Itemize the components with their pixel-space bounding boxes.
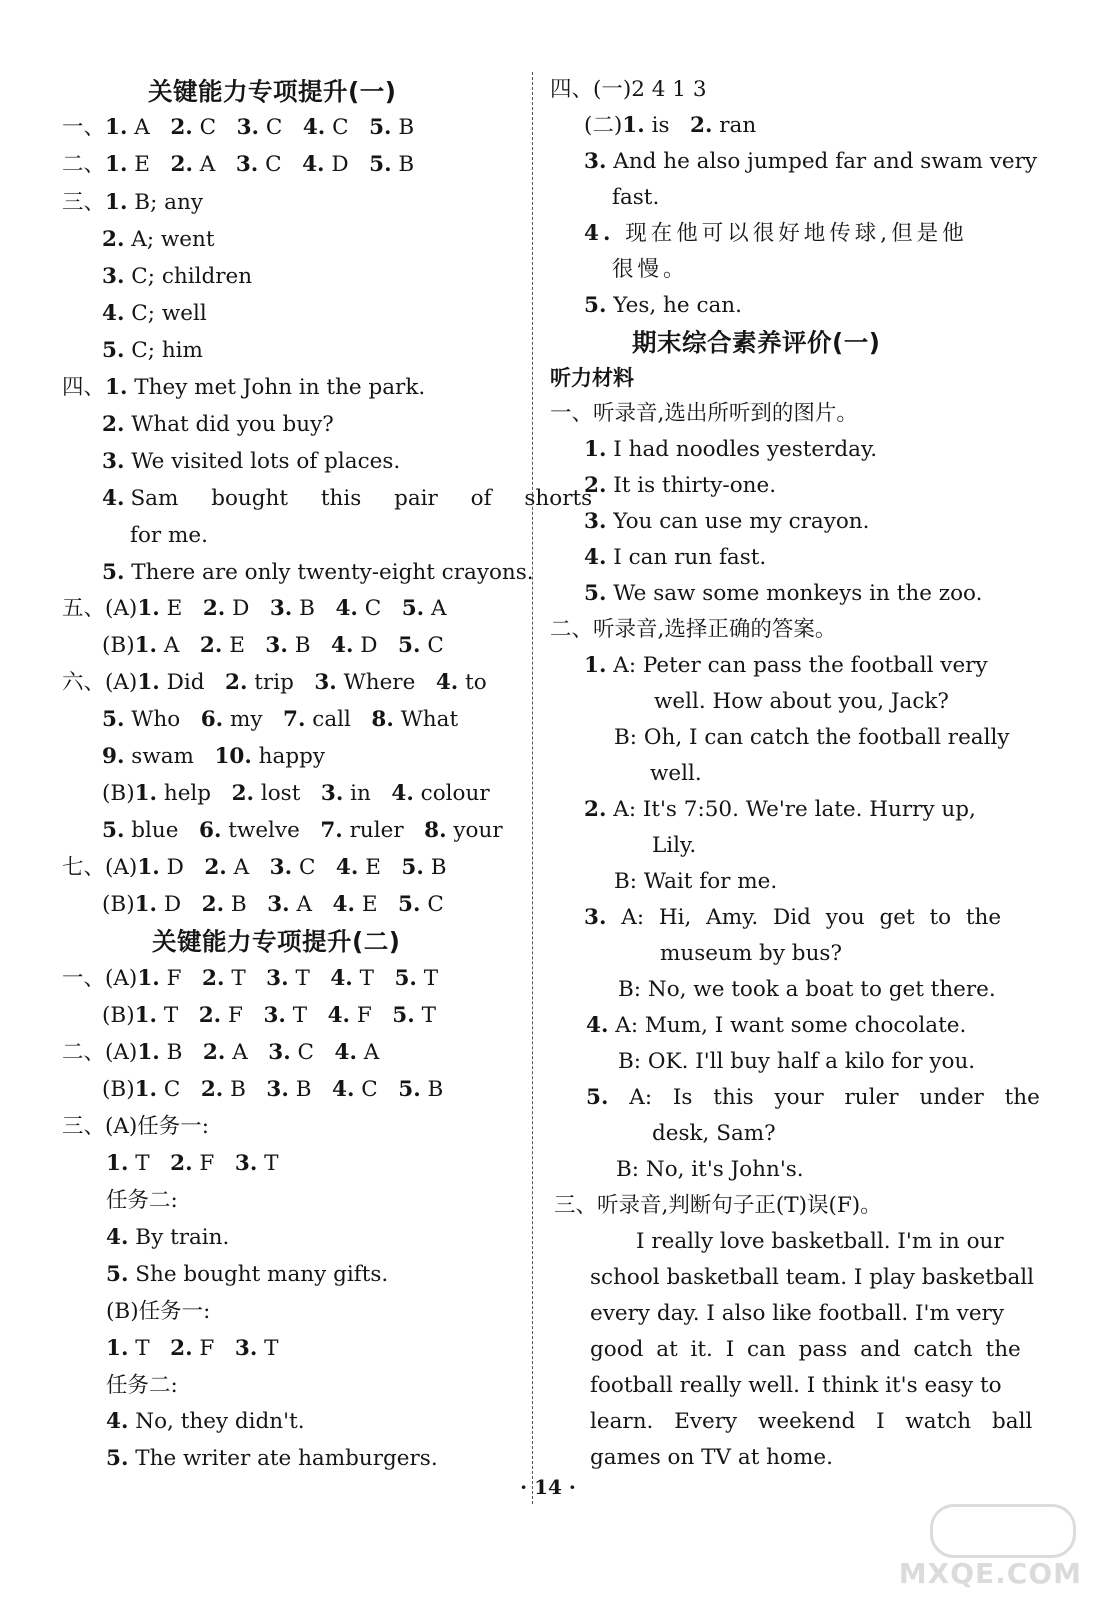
answer-line: 5. There are only twenty-eight crayons. — [102, 560, 534, 585]
question-title: 三、听录音,判断句子正(T)误(F)。 — [554, 1193, 882, 1218]
dialogue-line: B: Wait for me. — [614, 869, 778, 894]
answer-line: 七、(A)1. D 2. A 3. C 4. E 5. B — [62, 855, 447, 880]
answer-line: (二)1. is 2. ran — [584, 113, 757, 138]
answer-line: 5. Who 6. my 7. call 8. What — [102, 707, 459, 732]
dialogue-line: 2. A: It's 7:50. We're late. Hurry up, — [584, 797, 976, 822]
watermark-logo — [898, 1502, 1086, 1592]
dialogue-line: museum by bus? — [660, 941, 842, 966]
list-item: 3. You can use my crayon. — [584, 509, 870, 534]
answer-line: 很慢。 — [612, 257, 689, 282]
answer-line: 2. What did you buy? — [102, 412, 334, 437]
answer-line: for me. — [130, 523, 208, 548]
answer-line: 二、(A)1. B 2. A 3. C 4. A — [62, 1040, 380, 1065]
dialogue-line: B: No, we took a boat to get there. — [618, 977, 996, 1002]
section-heading-3: 期末综合素养评价(一) — [632, 328, 881, 357]
answer-line: 1. T 2. F 3. T — [106, 1336, 279, 1361]
answer-line: (B)1. D 2. B 3. A 4. E 5. C — [102, 892, 444, 917]
answer-line: (B)1. C 2. B 3. B 4. C 5. B — [102, 1077, 444, 1102]
answer-line: 5. C; him — [102, 338, 203, 363]
dialogue-line: 3. A: Hi, Amy. Did you get to the — [584, 905, 1002, 930]
answer-line: 4. Sam bought this pair of shorts — [102, 486, 593, 511]
answer-line: (B)1. A 2. E 3. B 4. D 5. C — [102, 633, 444, 658]
dialogue-line: B: OK. I'll buy half a kilo for you. — [618, 1049, 976, 1074]
answer-line: 三、(A)任务一: — [62, 1114, 210, 1139]
passage-line: every day. I also like football. I'm very — [590, 1301, 1004, 1326]
answer-line: 一、(A)1. F 2. T 3. T 4. T 5. T — [62, 966, 439, 991]
answer-line: 4. By train. — [106, 1225, 230, 1250]
dialogue-line: well. — [650, 761, 702, 786]
question-title: 二、听录音,选择正确的答案。 — [550, 617, 837, 642]
answer-line: 3. C; children — [102, 264, 253, 289]
section-heading-1: 关键能力专项提升(一) — [148, 77, 397, 106]
dialogue-line: well. How about you, Jack? — [654, 689, 949, 714]
answer-line: 二、1. E 2. A 3. C 4. D 5. B — [62, 152, 415, 177]
watermark-text: MXQE.COM — [898, 1557, 1082, 1590]
list-item: 5. We saw some monkeys in the zoo. — [584, 581, 983, 606]
list-item: 4. I can run fast. — [584, 545, 767, 570]
passage-line: school basketball team. I play basketball — [590, 1265, 1035, 1290]
answer-line: (B)任务一: — [106, 1299, 211, 1324]
dialogue-line: 5. A: Is this your ruler under the — [586, 1085, 1040, 1110]
answer-line: 2. A; went — [102, 227, 215, 252]
answer-line: 9. swam 10. happy — [102, 744, 326, 769]
watermark-seal-icon — [930, 1504, 1076, 1558]
answer-line: 5. blue 6. twelve 7. ruler 8. your — [102, 818, 503, 843]
answer-line: 六、(A)1. Did 2. trip 3. Where 4. to — [62, 670, 487, 695]
answer-line: 三、1. B; any — [62, 190, 203, 215]
list-item: 2. It is thirty-one. — [584, 473, 777, 498]
column-divider — [532, 72, 533, 1504]
answer-line: 3. We visited lots of places. — [102, 449, 401, 474]
answer-line: (B)1. T 2. F 3. T 4. F 5. T — [102, 1003, 436, 1028]
dialogue-line: 1. A: Peter can pass the football very — [584, 653, 988, 678]
answer-line: 五、(A)1. E 2. D 3. B 4. C 5. A — [62, 596, 447, 621]
answer-line: 一、1. A 2. C 3. C 4. C 5. B — [62, 115, 415, 140]
passage-line: good at it. I can pass and catch the — [590, 1337, 1021, 1362]
answer-line: fast. — [612, 185, 660, 210]
answer-line: (B)1. help 2. lost 3. in 4. colour — [102, 781, 490, 806]
answer-line: 4. 现在他可以很好地传球,但是他 — [584, 221, 968, 246]
dialogue-line: B: Oh, I can catch the football really — [614, 725, 1010, 750]
dialogue-line: 4. A: Mum, I want some chocolate. — [586, 1013, 967, 1038]
passage-line: learn. Every weekend I watch ball — [590, 1409, 1033, 1434]
dialogue-line: B: No, it's John's. — [616, 1157, 804, 1182]
passage-line: games on TV at home. — [590, 1445, 833, 1470]
answer-line: 任务二: — [106, 1188, 178, 1213]
answer-line: 四、(一)2 4 1 3 — [550, 77, 707, 102]
passage-line: football really well. I think it's easy to — [590, 1373, 1002, 1398]
answer-line: 1. T 2. F 3. T — [106, 1151, 279, 1176]
answer-line: 四、1. They met John in the park. — [62, 375, 426, 400]
dialogue-line: Lily. — [652, 833, 697, 858]
dialogue-line: desk, Sam? — [652, 1121, 776, 1146]
answer-line: 任务二: — [106, 1373, 178, 1398]
answer-line: 4. C; well — [102, 301, 207, 326]
answer-line: 5. She bought many gifts. — [106, 1262, 389, 1287]
answer-line: 3. And he also jumped far and swam very — [584, 149, 1038, 174]
passage-line: I really love basketball. I'm in our — [636, 1229, 1004, 1254]
section-heading-2: 关键能力专项提升(二) — [152, 927, 401, 956]
answer-line: 5. Yes, he can. — [584, 293, 742, 318]
answer-line: 4. No, they didn't. — [106, 1409, 305, 1434]
answer-line: 5. The writer ate hamburgers. — [106, 1446, 438, 1471]
page-number: · 14 · — [520, 1475, 576, 1499]
listening-label: 听力材料 — [550, 366, 634, 390]
list-item: 1. I had noodles yesterday. — [584, 437, 878, 462]
question-title: 一、听录音,选出所听到的图片。 — [550, 401, 858, 426]
